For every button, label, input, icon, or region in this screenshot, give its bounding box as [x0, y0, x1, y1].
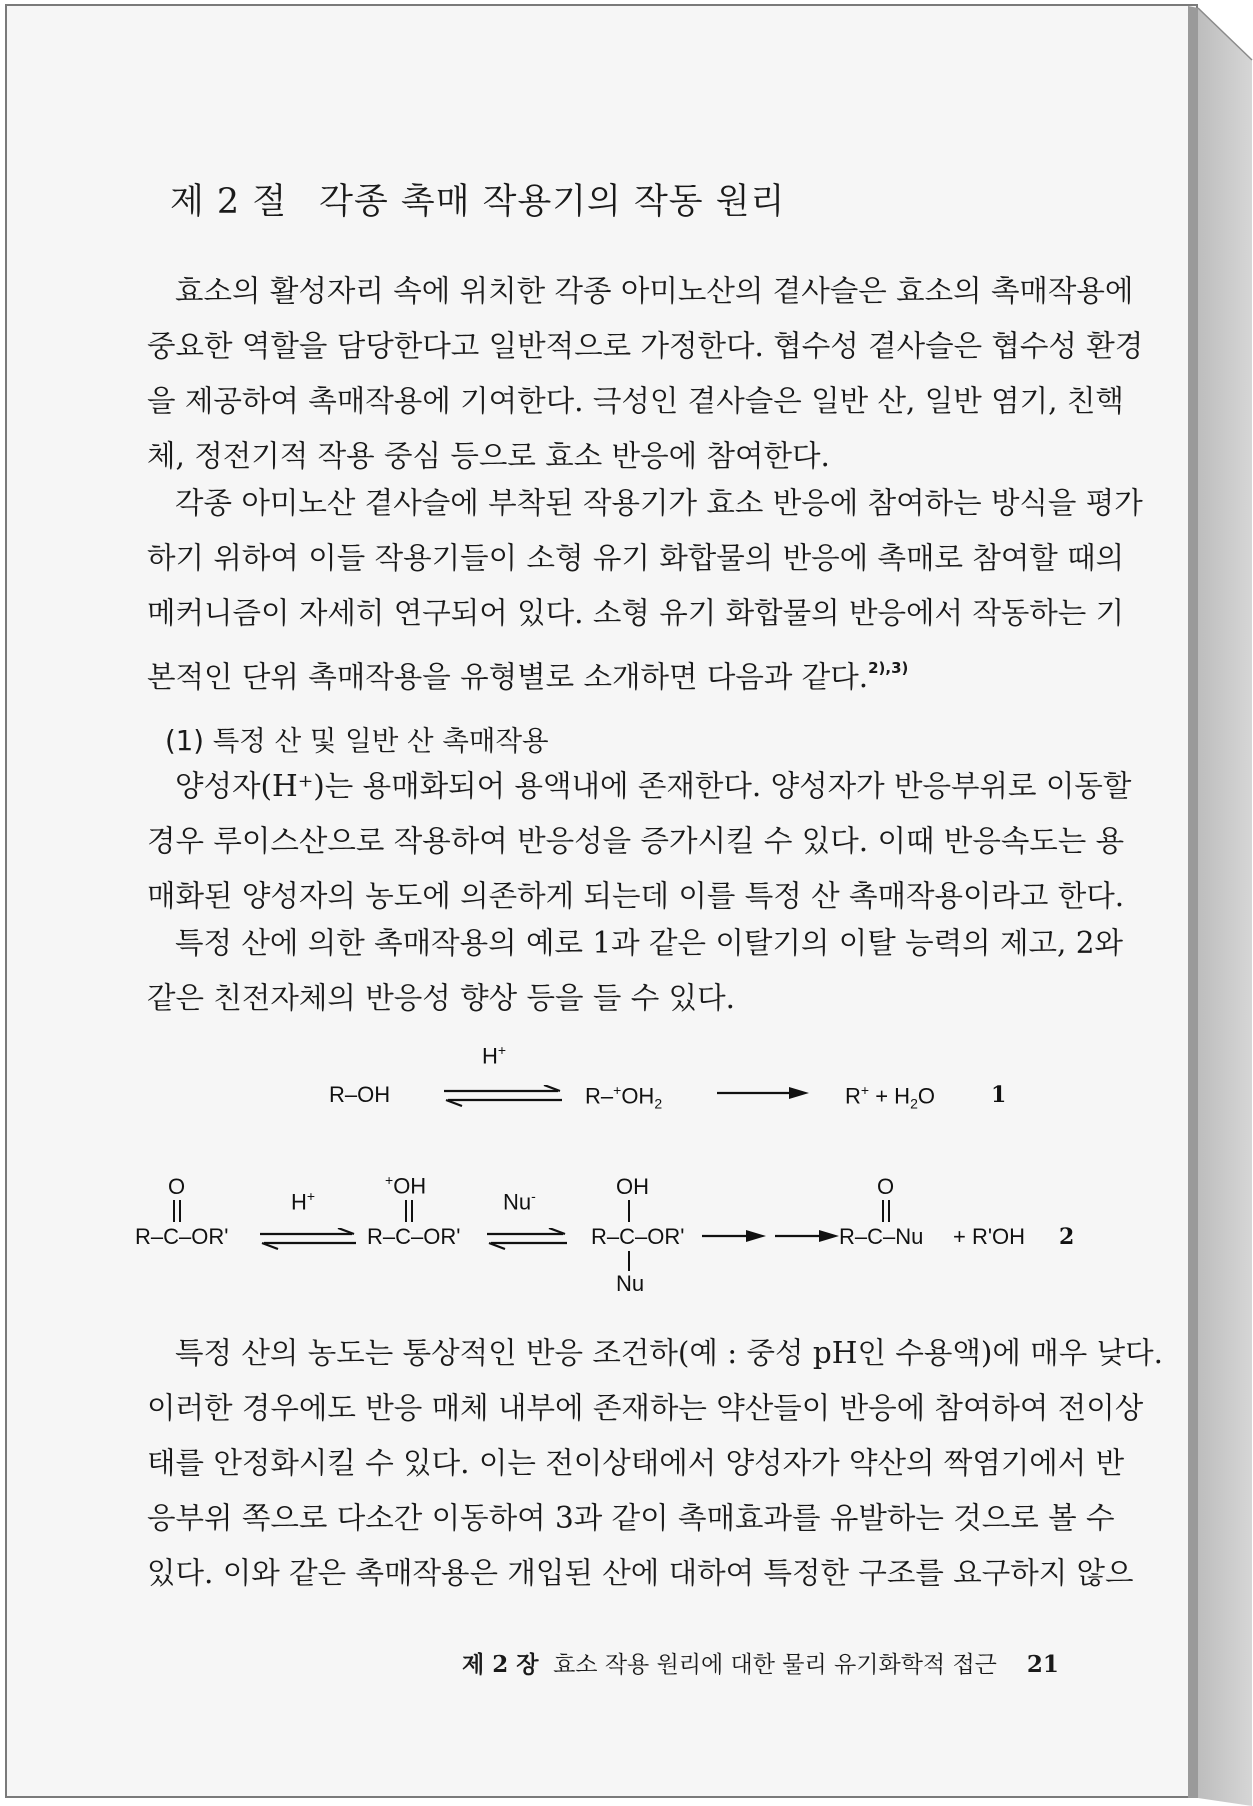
paragraph-line: 태를 안정화시킬 수 있다. 이는 전이상태에서 양성자가 약산의 짝염기에서 반: [147, 1446, 1125, 1480]
paragraph-line: 응부위 쪽으로 다소간 이동하여 3과 같이 촉매효과를 유발하는 것으로 볼 수: [147, 1501, 1115, 1535]
general-acid-paragraph: [147, 1326, 1164, 1601]
paragraph-line: 특정 산의 농도는 통상적인 반응 조건하(예 : 중성 pH인 수용액)에 매우 낮다.: [175, 1336, 1164, 1370]
protonated-hydroxyl: +OH: [385, 1172, 427, 1199]
footer-title: 효소 작용 원리에 대한 물리 유기화학적 접근: [553, 1652, 997, 1678]
paragraph-line: 양성자(H⁺)는 용매화되어 용액내에 존재한다. 양성자가 반응부위로 이동할: [175, 769, 1132, 803]
carbocation-product: $R^+ + H_2O$: [845, 1082, 935, 1112]
paragraph-line: 있다. 이와 같은 촉매작용은 개입된 산에 대하여 특정한 구조를 요구하지 않으: [147, 1556, 1134, 1590]
book-page: [5, 4, 1198, 1798]
section-title: 각종 촉매 작용기의 작동 원리: [319, 182, 786, 222]
forward-arrow: [775, 1229, 839, 1243]
paragraph-line: [147, 641, 1029, 696]
equation-number-1: 1: [991, 1082, 1007, 1108]
paragraph-line: 메커니즘이 자세히 연구되어 있다. 소형 유기 화합물의 반응에서 작동하는 기: [147, 596, 1125, 630]
example-paragraph: [147, 916, 1123, 1026]
product-carbonyl-oxygen: O: [877, 1174, 895, 1199]
alcohol-byproduct: + R'OH: [953, 1224, 1026, 1249]
nucleophile-label: Nu-: [503, 1188, 536, 1215]
equilibrium-arrow: [487, 1228, 567, 1250]
equilibrium-arrow: [444, 1085, 562, 1107]
footer-chapter: 제 2 장: [462, 1651, 539, 1678]
protonated-ester: R–C–OR': [367, 1224, 461, 1249]
acid-paragraph: [147, 759, 1132, 924]
ester-reactant: R–C–OR': [135, 1224, 229, 1249]
double-bond: [880, 1200, 892, 1222]
paragraph-line: 중요한 역할을 담당한다고 일반적으로 가정한다. 협수성 곁사슬은 협수성 환경: [147, 329, 1144, 363]
forward-arrow: [702, 1229, 766, 1243]
paragraph-line: 각종 아미노산 곁사슬에 부착된 작용기가 효소 반응에 참여하는 방식을 평가: [175, 486, 1143, 520]
section-heading: [170, 174, 785, 224]
forward-arrow: [717, 1086, 809, 1100]
paragraph-line: 매화된 양성자의 농도에 의존하게 되는데 이를 특정 산 촉매작용이라고 한다.: [147, 879, 1125, 913]
acid-catalyst-label: H+: [291, 1188, 316, 1215]
single-bond: [626, 1200, 632, 1222]
section-number: 제 2 절: [170, 182, 288, 222]
intro-paragraph: [147, 264, 1144, 484]
tetrahedral-intermediate: R–C–OR': [591, 1224, 685, 1249]
second-paragraph: [147, 476, 1143, 696]
tetrahedral-nucleophile: Nu: [616, 1271, 645, 1296]
paragraph-line: 체, 정전기적 작용 중심 등으로 효소 반응에 참여한다.: [147, 439, 830, 473]
double-bond: [403, 1200, 415, 1222]
subsection-heading: (1) 특정 산 및 일반 산 촉매작용: [165, 725, 549, 757]
single-bond: [626, 1251, 632, 1271]
carbonyl-oxygen: O: [168, 1174, 186, 1199]
paragraph-line: 특정 산에 의한 촉매작용의 예로 1과 같은 이탈기의 이탈 능력의 제고, 2와: [175, 926, 1123, 960]
page-number: 21: [1026, 1651, 1059, 1678]
paragraph-line: 경우 루이스산으로 작용하여 반응성을 증가시킬 수 있다. 이때 반응속도는 용: [147, 824, 1125, 858]
acyl-product: R–C–Nu: [839, 1224, 924, 1249]
equation-number-2: 2: [1059, 1224, 1075, 1250]
equilibrium-arrow: [260, 1228, 356, 1250]
paragraph-line: 효소의 활성자리 속에 위치한 각종 아미노산의 곁사슬은 효소의 촉매작용에: [175, 274, 1134, 308]
tetrahedral-hydroxyl: OH: [616, 1174, 649, 1199]
paragraph-line: 이러한 경우에도 반응 매체 내부에 존재하는 약산들이 반응에 참여하여 전이상: [147, 1391, 1144, 1425]
reactant-alcohol: R–OH: [329, 1082, 391, 1107]
paragraph-text: 본적인 단위 촉매작용을 유형별로 소개하면 다음과 같다.: [147, 660, 869, 694]
reference-superscript: 2),3): [868, 659, 909, 677]
acid-catalyst-label: H+: [482, 1042, 507, 1069]
paragraph-line: 하기 위하여 이들 작용기들이 소형 유기 화합물의 반응에 촉매로 참여할 때의: [147, 541, 1125, 575]
paragraph-line: 을 제공하여 촉매작용에 기여한다. 극성인 곁사슬은 일반 산, 일반 염기, 친핵: [147, 384, 1124, 418]
page-stack-edge: [1188, 0, 1253, 1806]
page-footer: [462, 1646, 1059, 1679]
paragraph-line: 같은 친전자체의 반응성 향상 등을 들 수 있다.: [147, 981, 735, 1015]
oxonium-intermediate: $R-^+OH_2$: [585, 1082, 663, 1112]
double-bond: [171, 1200, 183, 1222]
